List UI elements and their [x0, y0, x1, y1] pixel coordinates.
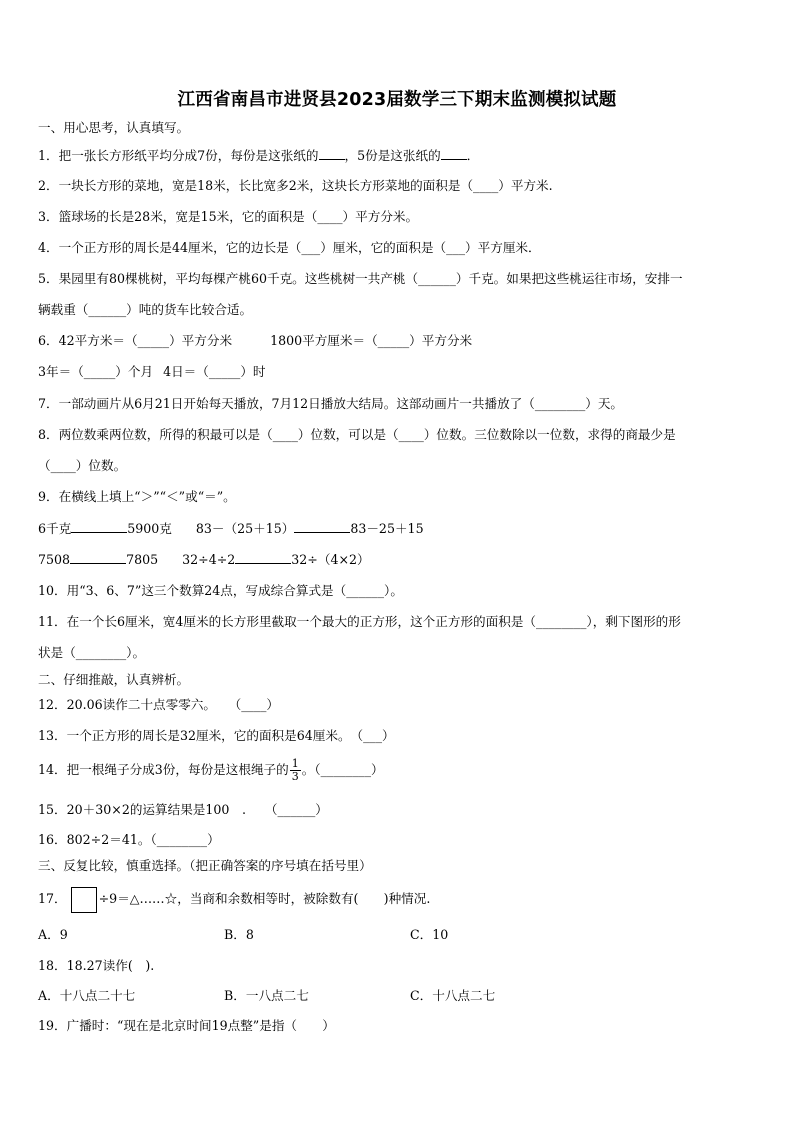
question-8-line-1: 8．两位数乘两位数，所得的积最可以是（____）位数，可以是（____）位数。三位数除以一位数，求得的商最少是	[38, 427, 676, 442]
q17-option-b[interactable]: B．8	[224, 927, 254, 942]
question-15: 15．20＋30×2的运算结果是100 . （______）	[38, 802, 328, 817]
q1-blank-1[interactable]	[319, 147, 345, 160]
fraction-one-third	[290, 758, 301, 783]
section-heading-1: 一、用心思考，认真填写。	[38, 120, 190, 135]
q17-number: 17．	[38, 891, 67, 906]
dividend-box[interactable]	[71, 887, 97, 913]
q9-blank-1[interactable]	[71, 520, 127, 533]
q9-r2a-right: 7805	[126, 552, 159, 567]
question-3: 3．篮球场的长是28米，宽是15米，它的面积是（____）平方分米。	[38, 209, 419, 224]
q6-part-b: 1800平方厘米＝（_____）平方分米	[270, 333, 473, 348]
fraction-denominator: 3	[291, 770, 299, 783]
q6-part-a: 6．42平方米＝（_____）平方分米	[38, 333, 233, 348]
question-9-row-2	[38, 551, 370, 568]
q1-text-b: ，5份是这张纸的	[344, 148, 441, 163]
question-9-heading: 9．在横线上填上“＞”“＜”或“＝”。	[38, 489, 236, 504]
q6-part-d: 4日＝（_____）时	[163, 364, 266, 379]
question-2: 2．一块长方形的菜地，宽是18米，长比宽多2米，这块长方形菜地的面积是（____）平方米.	[38, 178, 553, 193]
q9-r1a-right: 5900克	[127, 521, 172, 536]
q17-text: ÷9＝△……☆，当商和余数相等时，被除数有( )种情况.	[98, 891, 431, 906]
q9-r2b-right: 32÷（4×2）	[291, 552, 370, 567]
question-18: 18．18.27读作( ).	[38, 958, 155, 973]
q1-text-c: ．	[466, 148, 480, 163]
question-1	[38, 147, 479, 164]
fraction-numerator: 1	[291, 757, 299, 770]
question-11-line-2: 状是（________）。	[38, 645, 146, 660]
question-10: 10．用“3、6、7”这三个数算24点，写成综合算式是（______）。	[38, 583, 403, 598]
question-13: 13．一个正方形的周长是32厘米，它的面积是64厘米。 （___）	[38, 728, 395, 743]
q18-option-c[interactable]: C．十八点二七	[410, 988, 496, 1003]
q14-text-b: 。（________）	[301, 762, 384, 777]
question-4: 4．一个正方形的周长是44厘米，它的边长是（___）厘米，它的面积是（___）平方厘米．	[38, 240, 541, 255]
q17-option-a[interactable]: A．9	[38, 927, 68, 942]
q9-blank-3[interactable]	[70, 551, 126, 564]
question-7: 7．一部动画片从6月21日开始每天播放，7月12日播放大结局。这部动画片一共播放了（________）天。	[38, 396, 624, 411]
q9-r1a-left: 6千克	[38, 521, 72, 536]
question-19: 19．广播时：“现在是北京时间19点整”是指（ ）	[38, 1018, 335, 1033]
q9-r1b-left: 83－（25＋15）	[195, 521, 295, 536]
q18-option-b[interactable]: B．一八点二七	[224, 988, 309, 1003]
question-9-row-1	[38, 520, 424, 537]
q9-r2a-left: 7508	[38, 552, 71, 567]
section-heading-2: 二、仔细推敲，认真辨析。	[38, 672, 190, 687]
question-12: 12．20.06读作二十点零零六。 （____）	[38, 697, 279, 712]
q9-blank-2[interactable]	[294, 520, 350, 533]
question-17	[38, 885, 430, 913]
question-5-line-2: 辆载重（______）吨的货车比较合适。	[38, 302, 253, 317]
q9-r1b-right: 83－25＋15	[350, 521, 424, 536]
question-6-line-1	[38, 333, 472, 349]
section-heading-3: 三、反复比较，慎重选择。（把正确答案的序号填在括号里）	[38, 858, 372, 873]
q18-option-a[interactable]: A．十八点二十七	[38, 988, 136, 1003]
q14-text-a: 14．把一根绳子分成3份，每份是这根绳子的	[38, 762, 289, 777]
page-title: 江西省南昌市进贤县2023届数学三下期末监测模拟试题	[177, 90, 617, 110]
q17-option-c[interactable]: C．10	[410, 927, 449, 942]
q1-blank-2[interactable]	[441, 147, 467, 160]
question-14	[38, 758, 384, 783]
question-17-options	[38, 927, 448, 943]
q1-text-a: 1．把一张长方形纸平均分成7份，每份是这张纸的	[38, 148, 319, 163]
question-6-line-2	[38, 364, 266, 380]
question-18-options	[38, 988, 495, 1004]
question-8-line-2: （____）位数。	[38, 458, 127, 473]
q6-part-c: 3年＝（_____）个月	[38, 364, 154, 379]
q9-blank-4[interactable]	[235, 551, 291, 564]
question-5-line-1: 5．果园里有80棵桃树，平均每棵产桃60千克。这些桃树一共产桃（______）千克。如果把这些桃运往市场，安排一	[38, 271, 683, 286]
question-11-line-1: 11．在一个长6厘米，宽4厘米的长方形里截取一个最大的正方形，这个正方形的面积是（________），剩下图形的形	[38, 614, 681, 629]
question-16: 16．802÷2＝41。（________）	[38, 832, 220, 847]
q9-r2b-left: 32÷4÷2	[182, 552, 236, 567]
